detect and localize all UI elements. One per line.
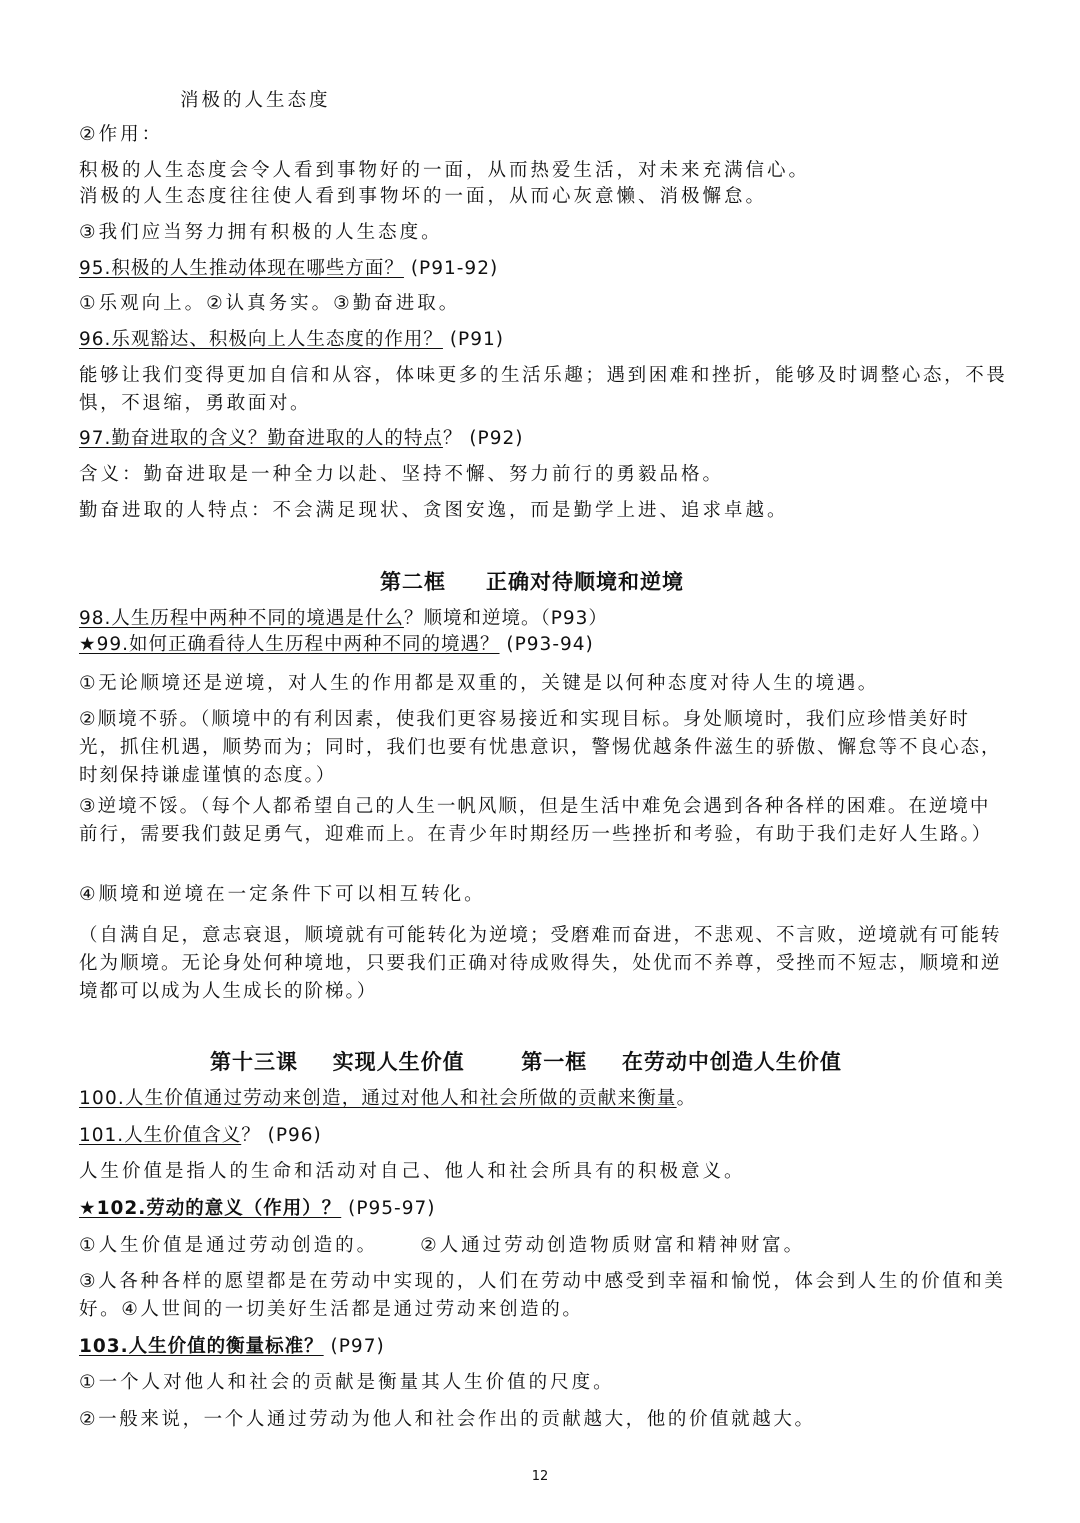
question-title: 95.积极的人生推动体现在哪些方面？ xyxy=(79,258,404,279)
text-line: ②作用： xyxy=(79,124,164,145)
question-mark: ？ xyxy=(241,1125,261,1146)
question-title: 103.人生价值的衡量标准？ xyxy=(79,1336,324,1357)
frame-title: 在劳动中创造人生价值 xyxy=(621,1050,842,1074)
answer-line: ①一个人对他人和社会的贡献是衡量其人生价值的尺度。 xyxy=(79,1372,615,1393)
page-ref: (P96) xyxy=(267,1125,322,1146)
text-line: 消极的人生态度 xyxy=(180,90,331,111)
question-title: 98.人生历程中两种不同的境遇是什么 xyxy=(79,608,404,629)
question-title: 96.乐观豁达、积极向上人生态度的作用？ xyxy=(79,329,443,350)
question-title: ★99.如何正确看待人生历程中两种不同的境遇？ xyxy=(79,634,500,655)
answer-line: 含义：勤奋进取是一种全力以赴、坚持不懈、努力前行的勇毅品格。 xyxy=(79,464,725,485)
question-101 xyxy=(79,1123,322,1149)
answer-line: ①无论顺境还是逆境，对人生的作用都是双重的，关键是以何种态度对待人生的境遇。 xyxy=(79,673,879,694)
answer-line: ④顺境和逆境在一定条件下可以相互转化。 xyxy=(79,884,486,905)
answer-line: 勤奋进取的人特点：不会满足现状、贪图安逸，而是勤学上进、追求卓越。 xyxy=(79,500,789,521)
answer-paragraph: （自满自足，意志衰退，顺境就有可能转化为逆境；受磨难而奋进，不悲观、不言败，逆境就有可能转化为顺境。无论身处何种境地，只要我们正确对待成败得失，处优而不养尊，受挫而不短志，顺境和逆境都可以成为人生成长的阶梯。） xyxy=(79,925,1002,1002)
page-ref: (P91) xyxy=(449,329,504,350)
frame-title: 正确对待顺境和逆境 xyxy=(486,570,684,594)
page-ref: (P95-97) xyxy=(348,1198,436,1219)
page-ref: (P97) xyxy=(330,1336,385,1357)
lesson-title: 实现人生价值 xyxy=(332,1050,465,1074)
text-line: 积极的人生态度会令人看到事物好的一面，从而热爱生活，对未来充满信心。 xyxy=(79,160,811,181)
answer-paragraph: 能够让我们变得更加自信和从容，体味更多的生活乐趣；遇到困难和挫折，能够及时调整心态，不畏惧，不退缩，勇敢面对。 xyxy=(79,365,1008,414)
frame-label: 第二框 xyxy=(380,570,446,594)
page-ref: (P91-92) xyxy=(410,258,499,279)
answer-line: ②一般来说，一个人通过劳动为他人和社会作出的贡献越大，他的价值就越大。 xyxy=(79,1409,816,1430)
question-100 xyxy=(79,1086,696,1112)
answer-line: ①乐观向上。②认真务实。③勤奋进取。 xyxy=(79,293,461,314)
question-97 xyxy=(79,426,523,452)
question-96 xyxy=(79,327,504,353)
lesson-label: 第十三课 xyxy=(210,1050,298,1074)
question-title: 100.人生价值通过劳动来创造，通过对他人和社会所做的贡献来衡量 xyxy=(79,1088,677,1109)
text-line: ③我们应当努力拥有积极的人生态度。 xyxy=(79,222,443,243)
question-98 xyxy=(79,606,608,632)
answer-item: ①人生价值是通过劳动创造的。 xyxy=(79,1235,379,1256)
page-ref: (P93-94) xyxy=(506,634,594,655)
question-title: 97.勤奋进取的含义？勤奋进取的人的特点 xyxy=(79,428,443,449)
answer-paragraph: ②顺境不骄。（顺境中的有利因素，使我们更容易接近和实现目标。身处顺境时，我们应珍惜美好时光，抓住机遇，顺势而为；同时，我们也要有忧患意识，警惕优越条件滋生的骄傲、懈怠等不良心态，时刻保持谦虚谨慎的态度。） xyxy=(79,709,1002,786)
answer-paragraph: ③人各种各样的愿望都是在劳动中实现的，人们在劳动中感受到幸福和愉悦，体会到人生的价值和美好。④人世间的一切美好生活都是通过劳动来创造的。 xyxy=(79,1271,1006,1320)
question-end: 。 xyxy=(676,1088,697,1109)
page-number: 12 xyxy=(531,1469,549,1484)
answer-line xyxy=(79,1233,805,1259)
question-95 xyxy=(79,256,498,282)
question-103 xyxy=(79,1334,385,1360)
question-99 xyxy=(79,632,594,658)
question-answer: ？顺境和逆境。（P93） xyxy=(403,608,608,629)
question-102 xyxy=(79,1196,435,1222)
section-heading xyxy=(380,566,684,596)
frame-label: 第一框 xyxy=(521,1050,588,1074)
answer-line: 人生价值是指人的生命和活动对自己、他人和社会所具有的积极意义。 xyxy=(79,1161,746,1182)
question-mark: ？ xyxy=(442,428,463,449)
question-title: 101.人生价值含义 xyxy=(79,1125,242,1146)
page-ref: (P92) xyxy=(469,428,524,449)
lesson-heading xyxy=(210,1046,842,1076)
answer-paragraph: ③逆境不馁。（每个人都希望自己的人生一帆风顺，但是生活中难免会遇到各种各样的困难。在逆境中前行，需要我们鼓足勇气，迎难而上。在青少年时期经历一些挫折和考验，有助于我们走好人生路。） xyxy=(79,796,993,845)
answer-item: ②人通过劳动创造物质财富和精神财富。 xyxy=(420,1235,806,1256)
text-line: 消极的人生态度往往使人看到事物坏的一面，从而心灰意懒、消极懈怠。 xyxy=(79,186,768,207)
question-title: ★102.劳动的意义（作用）？ xyxy=(79,1198,342,1219)
